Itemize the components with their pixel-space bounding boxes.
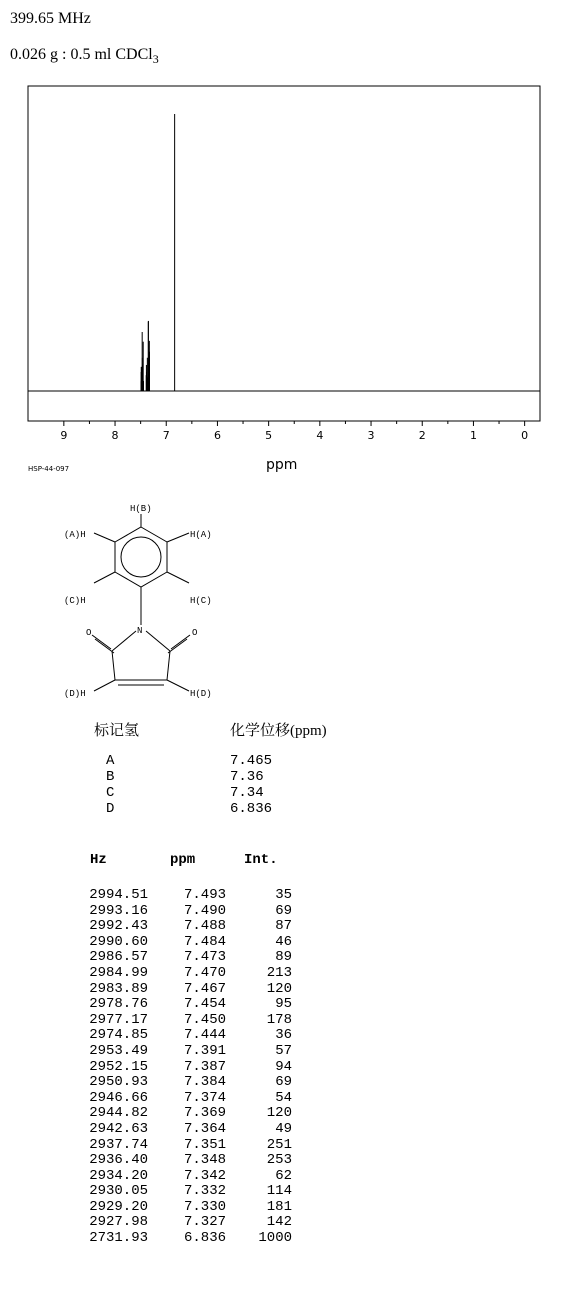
peak-hz: 2731.93	[89, 1230, 148, 1247]
bond-hd-left	[94, 680, 115, 691]
peak-int: 181	[266, 1198, 292, 1215]
label-hd-right: H(D)	[190, 689, 212, 699]
bond-c-left-down	[112, 651, 115, 680]
peak-hz: 2974.85	[89, 1027, 148, 1044]
peak-ppm: 7.470	[183, 964, 226, 981]
table-row	[70, 1215, 310, 1231]
x-tick-label: 3	[367, 429, 375, 442]
assignment-header-shift: 化学位移(ppm)	[230, 723, 327, 739]
peak-hz: 2944.82	[89, 1105, 148, 1122]
bond-hd-right	[167, 680, 189, 691]
peak-int: 142	[266, 1214, 292, 1231]
x-tick-label: 1	[469, 429, 477, 442]
peak-int: 57	[275, 1042, 292, 1059]
table-row	[70, 1138, 310, 1154]
benzene-ring	[115, 527, 167, 587]
nmr-spectrum-chart	[0, 80, 570, 460]
peak-hz: 2936.40	[89, 1152, 148, 1169]
label-o-right: O	[192, 628, 198, 638]
table-row	[70, 1153, 310, 1169]
peak-int: 46	[275, 933, 292, 950]
bond-n-c-left	[112, 631, 136, 651]
label-hc-right: H(C)	[190, 596, 212, 606]
peak-ppm: 7.473	[183, 949, 226, 966]
peak-ppm: 7.454	[183, 996, 226, 1013]
peak-ppm: 6.836	[183, 1230, 226, 1247]
peak-ppm: 7.351	[183, 1136, 226, 1153]
peak-hz: 2993.16	[89, 902, 148, 919]
peak-int: 94	[275, 1058, 292, 1075]
label-hd-left: (D)H	[64, 689, 86, 699]
x-tick-label: 5	[265, 429, 273, 442]
bond-ha-left	[94, 533, 115, 542]
table-row	[70, 1200, 310, 1216]
peak-header-hz: Hz	[90, 852, 107, 868]
peak-ppm: 7.332	[183, 1183, 226, 1200]
peak-ppm: 7.450	[183, 1011, 226, 1028]
peak-hz: 2937.74	[89, 1136, 148, 1153]
peak-ppm: 7.484	[183, 933, 226, 950]
peak-ppm: 7.348	[183, 1152, 226, 1169]
peak-int: 213	[266, 964, 292, 981]
assignment-header-label: 标记氢	[94, 723, 140, 739]
peak-hz: 2977.17	[89, 1011, 148, 1028]
peak-hz: 2983.89	[89, 980, 148, 997]
label-hb: H(B)	[130, 504, 152, 514]
peak-int: 62	[275, 1167, 292, 1184]
peak-int: 251	[266, 1136, 292, 1153]
label-hc-left: (C)H	[64, 596, 86, 606]
peak-ppm: 7.444	[183, 1027, 226, 1044]
assignment-label: B	[106, 769, 115, 785]
label-n: N	[137, 626, 143, 636]
bond-co-left-a	[92, 635, 111, 649]
assignment-label: C	[106, 785, 115, 801]
peak-hz: 2930.05	[89, 1183, 148, 1200]
peak-ppm: 7.330	[183, 1198, 226, 1215]
sample-description	[10, 46, 159, 67]
benzene-aromatic-circle	[121, 537, 161, 577]
bond-hc-left	[94, 572, 115, 583]
table-row	[70, 904, 310, 920]
peak-hz: 2990.60	[89, 933, 148, 950]
peak-ppm: 7.391	[183, 1042, 226, 1059]
table-row	[70, 1122, 310, 1138]
bond-co-right-a	[171, 635, 190, 649]
peak-header-ppm: ppm	[170, 852, 196, 868]
peak-int: 36	[275, 1027, 292, 1044]
peak-ppm: 7.490	[183, 902, 226, 919]
peak-ppm: 7.342	[183, 1167, 226, 1184]
table-row	[70, 888, 310, 904]
peak-int: 69	[275, 902, 292, 919]
table-row	[70, 950, 310, 966]
x-tick-label: 6	[213, 429, 221, 442]
peak-hz: 2942.63	[89, 1120, 148, 1137]
peak-hz: 2946.66	[89, 1089, 148, 1106]
assignment-shift: 7.465	[230, 753, 273, 769]
table-row	[70, 935, 310, 951]
peak-ppm: 7.488	[183, 918, 226, 935]
x-tick-label: 7	[162, 429, 170, 442]
peak-int: 114	[266, 1183, 292, 1200]
peak-int: 253	[266, 1152, 292, 1169]
peak-hz: 2927.98	[89, 1214, 148, 1231]
x-tick-label: 8	[111, 429, 119, 442]
label-ha-right: H(A)	[190, 530, 212, 540]
label-o-left: O	[86, 628, 92, 638]
table-row	[70, 919, 310, 935]
table-row	[70, 966, 310, 982]
peak-ppm: 7.369	[183, 1105, 226, 1122]
table-row	[70, 1231, 310, 1247]
bond-co-right-b	[168, 639, 187, 653]
table-row	[70, 1044, 310, 1060]
peak-hz: 2934.20	[89, 1167, 148, 1184]
peak-int: 87	[275, 918, 292, 935]
peak-hz: 2994.51	[89, 887, 148, 903]
peak-int: 120	[266, 1105, 292, 1122]
sample-subscript: 3	[152, 52, 159, 66]
table-row	[70, 997, 310, 1013]
assignment-row	[106, 785, 306, 801]
peak-layer	[141, 114, 175, 391]
peak-header-int: Int.	[244, 852, 278, 868]
table-row	[70, 1013, 310, 1029]
assignment-shift: 7.36	[230, 769, 264, 785]
table-row	[70, 1169, 310, 1185]
assignment-row	[106, 753, 306, 769]
x-axis-ticks	[60, 421, 528, 442]
table-row	[70, 1075, 310, 1091]
sample-text: 0.026 g : 0.5 ml CDCl	[10, 46, 153, 63]
peak-ppm: 7.493	[183, 887, 226, 903]
peak-hz: 2950.93	[89, 1074, 148, 1091]
plot-frame	[28, 86, 540, 421]
table-row	[70, 1106, 310, 1122]
bond-n-c-right	[146, 631, 170, 651]
peak-int: 1000	[258, 1230, 292, 1247]
bond-ha-right	[167, 533, 189, 542]
bond-co-left-b	[95, 639, 114, 653]
peak-ppm: 7.327	[183, 1214, 226, 1231]
x-tick-label: 2	[418, 429, 426, 442]
assignment-shift: 7.34	[230, 785, 264, 801]
peak-hz: 2929.20	[89, 1198, 148, 1215]
peak-ppm: 7.467	[183, 980, 226, 997]
spectrum-code: HSP-44-097	[28, 465, 70, 473]
spectrometer-frequency: 399.65 MHz	[10, 10, 91, 27]
peak-hz: 2952.15	[89, 1058, 148, 1075]
peak-hz: 2978.76	[89, 996, 148, 1013]
peak-int: 54	[275, 1089, 292, 1106]
peak-int: 69	[275, 1074, 292, 1091]
x-axis-label: ppm	[266, 457, 298, 473]
molecule-structure	[50, 500, 250, 700]
peak-int: 49	[275, 1120, 292, 1137]
peak-int: 89	[275, 949, 292, 966]
assignment-label: D	[106, 801, 115, 817]
peak-hz: 2986.57	[89, 949, 148, 966]
table-row	[70, 982, 310, 998]
assignment-shift: 6.836	[230, 801, 273, 817]
peak-hz: 2984.99	[89, 964, 148, 981]
bond-c-right-down	[167, 651, 170, 680]
label-ha-left: (A)H	[64, 530, 86, 540]
x-tick-label: 4	[316, 429, 324, 442]
peak-hz: 2953.49	[89, 1042, 148, 1059]
table-row	[70, 1184, 310, 1200]
assignment-table	[106, 753, 306, 817]
assignment-row	[106, 801, 306, 817]
table-row	[70, 1091, 310, 1107]
peak-hz: 2992.43	[89, 918, 148, 935]
peak-ppm: 7.364	[183, 1120, 226, 1137]
peak-int: 35	[275, 887, 292, 903]
x-tick-label: 9	[60, 429, 68, 442]
peak-ppm: 7.384	[183, 1074, 226, 1091]
table-row	[70, 1028, 310, 1044]
peak-table	[70, 888, 310, 1247]
table-row	[70, 1060, 310, 1076]
assignment-row	[106, 769, 306, 785]
assignment-label: A	[106, 753, 115, 769]
bond-hc-right	[167, 572, 189, 583]
peak-ppm: 7.387	[183, 1058, 226, 1075]
peak-int: 178	[266, 1011, 292, 1028]
x-tick-label: 0	[521, 429, 529, 442]
peak-int: 120	[266, 980, 292, 997]
peak-int: 95	[275, 996, 292, 1013]
peak-ppm: 7.374	[183, 1089, 226, 1106]
